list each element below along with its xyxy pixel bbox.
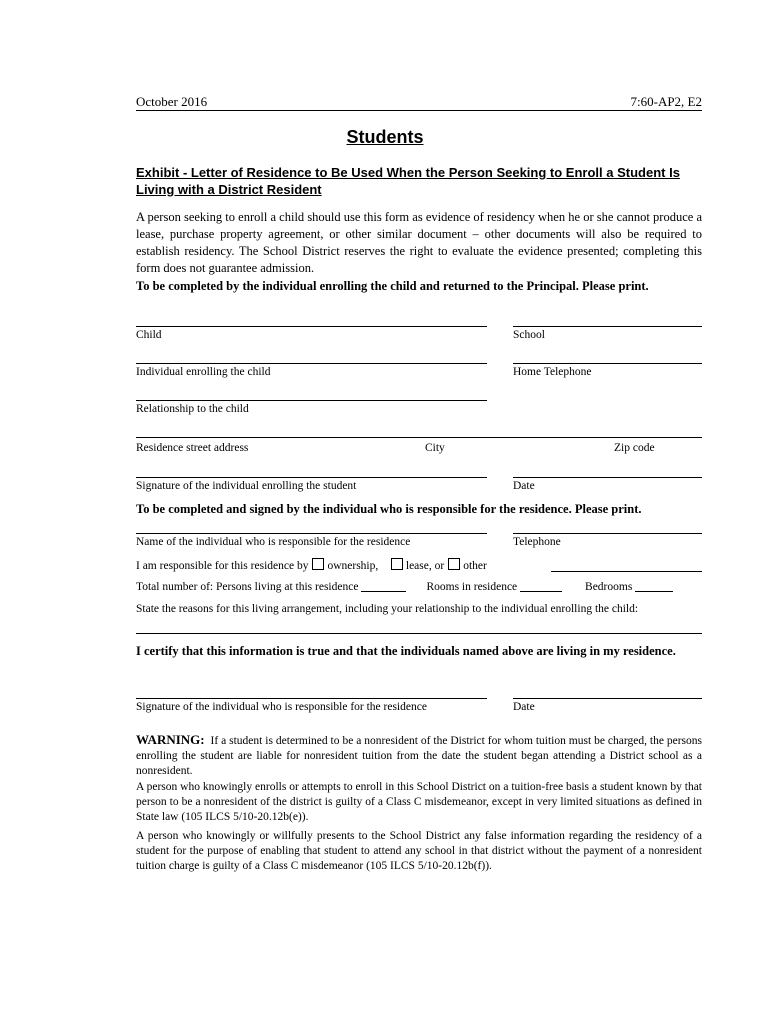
home-telephone-label: Home Telephone [513,366,592,378]
intro-paragraph: A person seeking to enroll a child should use this form as evidence of residency when he or she cannot produce a lease, purchase property agreement, or other similar document – other documents will also be required to establish residency. The School District reserves the right to evaluate the evidence presented; completing this form does not guarantee admission. [136,210,702,275]
telephone-field[interactable] [513,533,702,534]
bedrooms-field[interactable] [635,581,673,592]
rooms-label: Rooms in residence [426,581,518,593]
header-date: October 2016 [136,94,208,109]
lease-checkbox[interactable] [391,558,403,570]
signature-responsible-field[interactable] [136,698,487,699]
rooms-field[interactable] [520,581,562,592]
section2-heading: To be completed and signed by the individual who is responsible for the residence. Please print. [136,502,642,516]
other-label: other [463,560,487,572]
certify-statement: I certify that this information is true and that the individuals named above are living in my residence. [136,644,676,658]
individual-field[interactable] [136,363,487,364]
responsible-by-row [136,558,487,572]
reasons-field[interactable] [136,633,702,634]
other-checkbox[interactable] [448,558,460,570]
home-telephone-field[interactable] [513,363,702,364]
date-responsible-label: Date [513,701,535,713]
date-responsible-field[interactable] [513,698,702,699]
responsible-name-label: Name of the individual who is responsible for the residence [136,536,411,548]
header-rule [136,110,702,111]
exhibit-title: Exhibit - Letter of Residence to Be Used When the Person Seeking to Enroll a Student Is Living with a District Resident [136,165,680,197]
persons-field[interactable] [361,581,406,592]
date-enroller-field[interactable] [513,477,702,478]
individual-label: Individual enrolling the child [136,366,271,378]
totals-row [136,581,673,593]
address-field[interactable] [136,437,702,438]
date-enroller-label: Date [513,480,535,492]
signature-responsible-label: Signature of the individual who is responsible for the residence [136,701,427,713]
page-title: Students [346,127,424,147]
warning-text: If a student is determined to be a nonresident of the District for whom tuition must be charged, the persons enrolling the student are liable for nonresident tuition from the date the student began attending a District school as a nonresident. [136,735,702,777]
city-label: City [425,442,445,454]
responsible-by-label: I am responsible for this residence by [136,560,309,572]
street-label: Residence street address [136,442,249,454]
ownership-checkbox[interactable] [312,558,324,570]
school-label: School [513,329,545,341]
school-field[interactable] [513,326,702,327]
warning-paragraph [136,732,702,779]
warning-label: WARNING: [136,732,205,747]
relationship-field[interactable] [136,400,487,401]
lease-label: lease, or [405,560,445,572]
knowingly-enrolls-paragraph: A person who knowingly enrolls or attempts to enroll in this School District on a tuition-free basis a student known by that person to be a nonresident of the district is guilty of a Class C misdemeanor, except in very limited situations as defined in State law (105 ILCS 5/10-20.12b(e)). [136,781,702,823]
signature-enroller-label: Signature of the individual enrolling the student [136,480,357,492]
persons-label: Total number of: Persons living at this residence [136,581,359,593]
telephone-label: Telephone [513,536,561,548]
child-field[interactable] [136,326,487,327]
section1-heading: To be completed by the individual enrolling the child and returned to the Principal. Please print. [136,279,649,293]
responsible-name-field[interactable] [136,533,487,534]
ownership-label: ownership, [327,560,379,572]
false-information-paragraph: A person who knowingly or willfully presents to the School District any false information regarding the residency of a student for the purpose of enabling that student to attend any school in that district without the payment of a nonresident tuition charge is guilty of a Class C misdemeanor (105 ILCS 5/10-20.12b(f)). [136,830,702,872]
other-specify-field[interactable] [551,571,702,572]
child-label: Child [136,329,162,341]
bedrooms-label: Bedrooms [585,581,633,593]
zip-label: Zip code [614,442,655,454]
header-policy-code: 7:60-AP2, E2 [630,94,702,109]
reasons-label: State the reasons for this living arrangement, including your relationship to the individual enrolling the child: [136,603,639,615]
relationship-label: Relationship to the child [136,403,249,415]
signature-enroller-field[interactable] [136,477,487,478]
